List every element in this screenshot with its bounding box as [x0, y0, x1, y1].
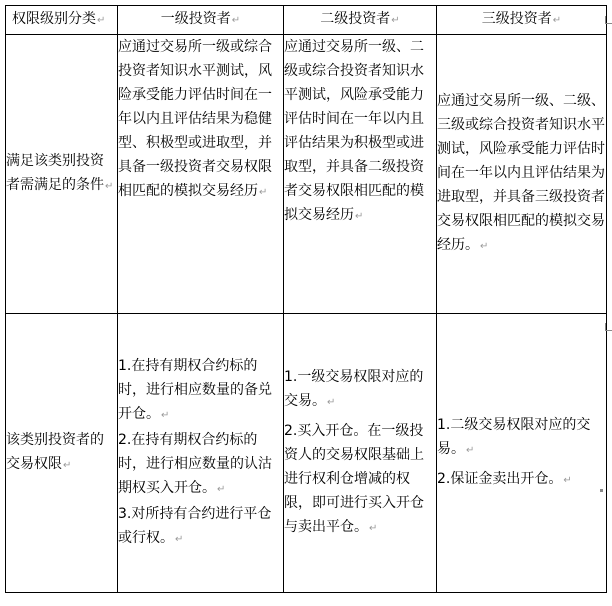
permissions-level1-item-text: 1.在持有期权合约标的时，进行相应数量的备兑开仓。	[118, 358, 272, 422]
header-level3-text: 三级投资者	[481, 11, 552, 27]
investor-permission-table	[5, 5, 607, 593]
cell-end-marker	[600, 489, 603, 492]
requirements-level1: 应通过交易所一级或综合投资者知识水平测试，风险承受能力评估时间在一年以内且评估结果为稳健型、积极型或进取型，并具备一级投资者交易权限相匹配的模拟交易经历	[118, 39, 272, 199]
paragraph-mark: ↵	[259, 187, 268, 198]
permissions-label: 该类别投资者的交易权限	[6, 432, 104, 472]
permissions-level3-item	[437, 467, 606, 493]
permissions-level1-cell	[118, 314, 284, 593]
paragraph-mark: ↵	[391, 15, 400, 26]
header-level2-text: 二级投资者	[320, 11, 391, 27]
permissions-row	[6, 314, 607, 593]
paragraph-mark: ↵	[231, 15, 241, 26]
requirements-level1-cell	[118, 35, 284, 314]
header-level1	[118, 6, 284, 35]
header-level2	[284, 6, 437, 35]
paragraph-mark: ↵	[161, 410, 170, 421]
permissions-level2-item	[284, 365, 436, 415]
paragraph-mark: ↵	[217, 484, 226, 495]
paragraph-mark: ↵	[466, 445, 475, 456]
paragraph-mark: ↵	[563, 475, 572, 486]
requirements-level2-cell	[284, 35, 437, 314]
permissions-level3-item-text: 2.保证金卖出开仓。	[437, 471, 563, 487]
header-permission-category	[6, 6, 118, 35]
paragraph-mark: ↵	[63, 460, 72, 471]
header-row	[6, 6, 607, 35]
row-end-marker	[605, 323, 612, 331]
paragraph-mark: ↵	[97, 15, 106, 26]
row-end-marker	[605, 16, 612, 24]
requirements-label: 满足该类别投资者需满足的条件	[6, 153, 104, 193]
paragraph-mark: ↵	[552, 15, 562, 26]
requirements-level2: 应通过交易所一级、二级或综合投资者知识水平测试，风险承受能力评估时间在一年以内且评估结果为积极型或进取型，并具备二级投资者交易权限相匹配的模拟交易经历	[284, 39, 424, 223]
paragraph-mark: ↵	[480, 241, 489, 252]
paragraph-mark: ↵	[355, 211, 364, 222]
header-level3	[437, 6, 607, 35]
permissions-level3-item	[437, 413, 606, 463]
permissions-level1-item-text: 3.对所持有合约进行平仓或行权。	[118, 506, 272, 546]
permissions-level3-cell	[437, 314, 607, 593]
paragraph-mark: ↵	[327, 397, 336, 408]
permissions-level2-item	[284, 419, 436, 541]
permissions-level1-item-text: 2.在持有期权合约标的时，进行相应数量的认沽期权买入开仓。	[118, 432, 272, 496]
requirements-level3-cell	[437, 35, 607, 314]
requirements-level3: 应通过交易所一级、二级、三级或综合投资者知识水平测试，风险承受能力评估时间在一年以内且评估结果为进取型，并具备三级投资者交易权限相匹配的模拟交易经历。	[437, 93, 605, 253]
permissions-level3-item-text: 1.二级交易权限对应的交易。	[437, 417, 591, 457]
permissions-level1-item	[118, 428, 283, 502]
permissions-level2-item-text: 2.买入开仓。在一级投资人的交易权限基础上进行权利仓增减的权限，即可进行买入开仓与卖出平仓。	[284, 423, 424, 535]
header-level1-text: 一级投资者	[160, 11, 231, 27]
permissions-level1-item	[118, 502, 283, 552]
header-permission-category-text: 权限级别分类	[12, 11, 96, 27]
requirements-label-cell	[6, 35, 118, 314]
paragraph-mark: ↵	[105, 181, 114, 192]
requirements-row	[6, 35, 607, 314]
paragraph-mark: ↵	[175, 534, 184, 545]
permissions-label-cell	[6, 314, 118, 593]
permissions-level1-item	[118, 354, 283, 428]
permissions-level2-item-text: 1.一级交易权限对应的交易。	[284, 369, 424, 409]
paragraph-mark: ↵	[369, 523, 378, 534]
permissions-level2-cell	[284, 314, 437, 593]
